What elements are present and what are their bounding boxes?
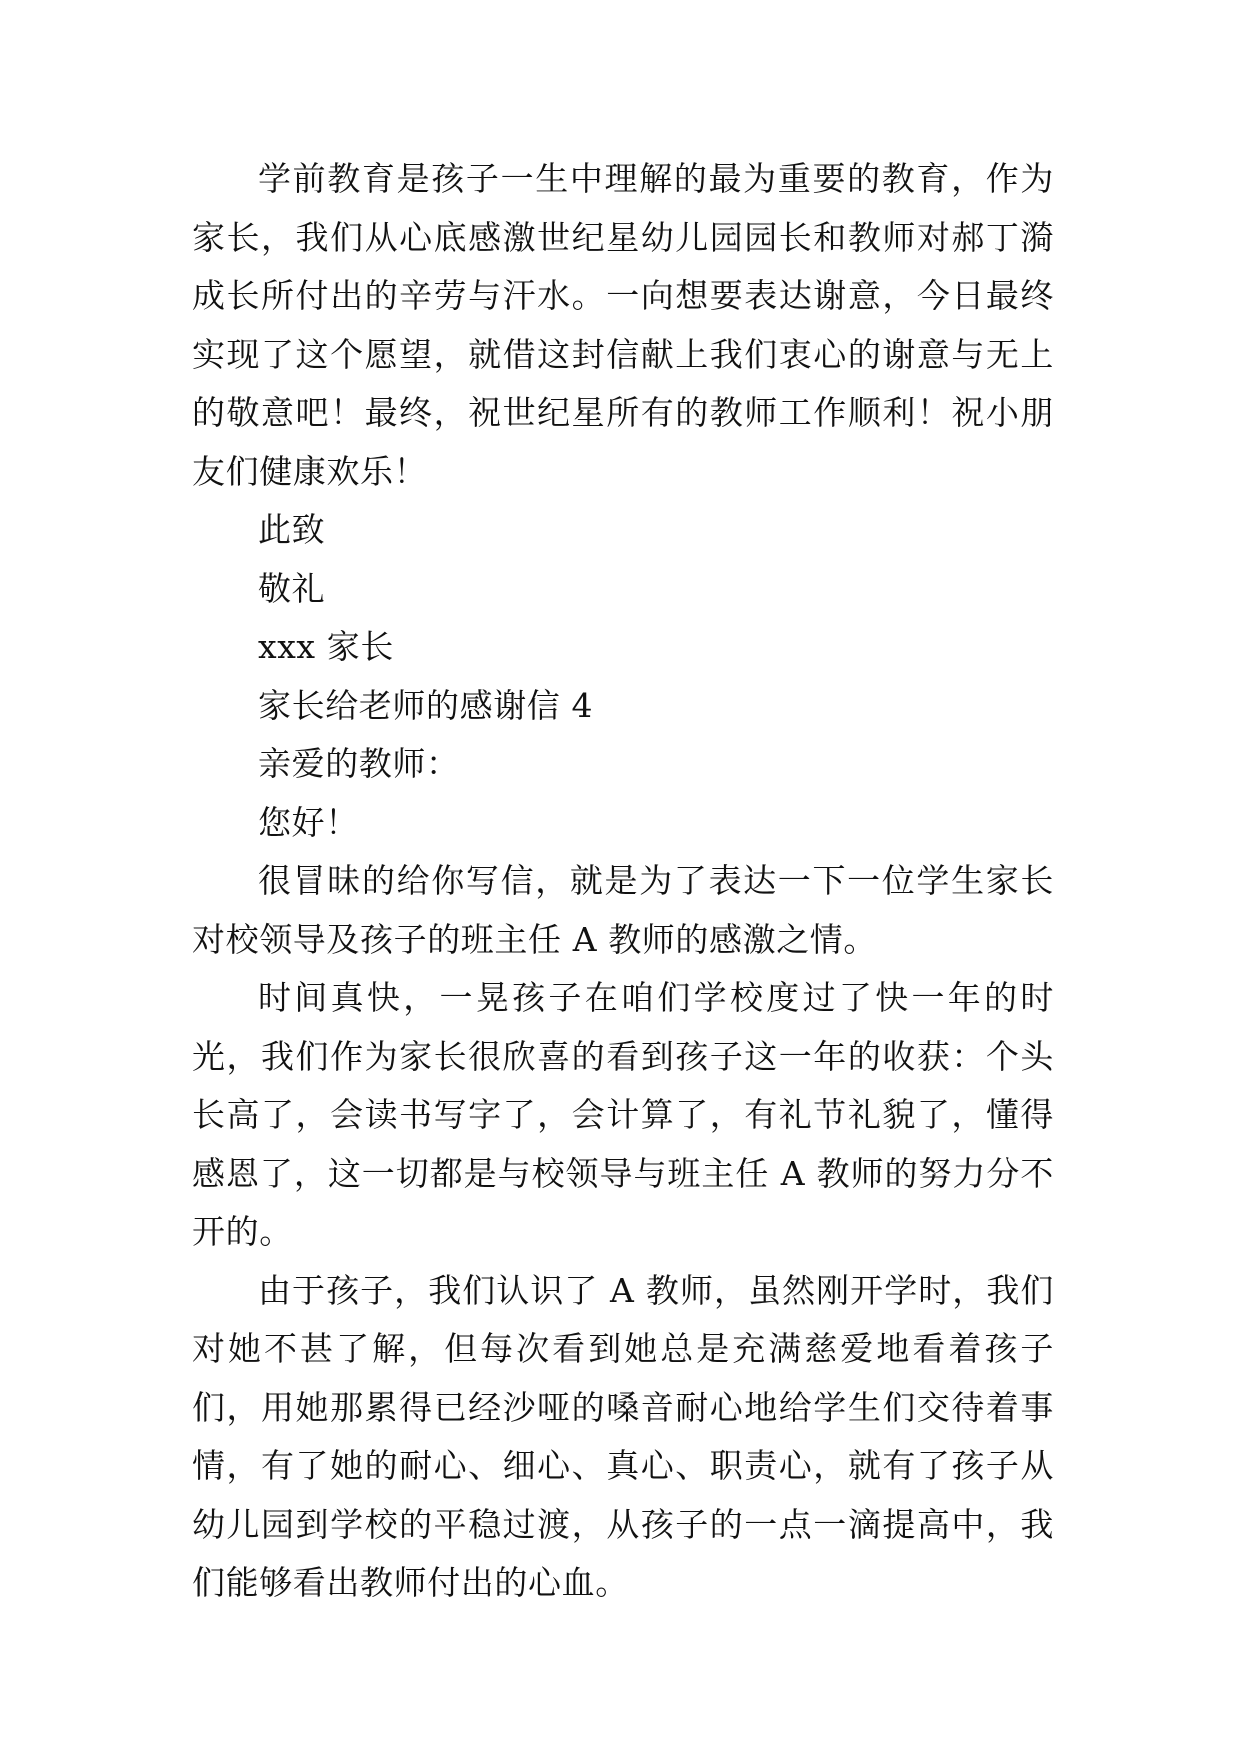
document-page xyxy=(192,150,1054,1613)
closing-jingli: 敬礼 xyxy=(258,568,326,608)
closing-cizhi: 此致 xyxy=(258,510,326,549)
paragraph-time-flies: 时间真快，一晃孩子在咱们学校度过了快一年的时光，我们作为家长很欣喜的看到孩子这一年的收获：个头长高了，会读书写字了，会计算了，有礼节礼貌了，懂得感恩了，这一切都是与校领导与班主任 A 教师的努力分不开的。 xyxy=(192,978,1054,1251)
paragraph-intro: 很冒昧的给你写信，就是为了表达一下一位学生家长对校领导及孩子的班主任 A 教师的感激之情。 xyxy=(192,861,1054,959)
letter-title: 家长给老师的感谢信 4 xyxy=(258,685,594,725)
paragraph-teacher-a: 由于孩子，我们认识了 A 教师，虽然刚开学时，我们对她不甚了解，但每次看到她总是充满慈爱地看着孩子们，用她那累得已经沙哑的嗓音耐心地给学生们交待着事情，有了她的耐心、细心、真心、职责心，就有了孩子从幼儿园到学校的平稳过渡，从孩子的一点一滴提高中，我们能够看出教师付出的心血。 xyxy=(192,1270,1054,1602)
paragraph-thanks-kindergarten: 学前教育是孩子一生中理解的最为重要的教育，作为家长，我们从心底感激世纪星幼儿园园长和教师对郝丁漪成长所付出的辛劳与汗水。一向想要表达谢意，今日最终实现了这个愿望，就借这封信献上我们衷心的谢意与无上的敬意吧！最终，祝世纪星所有的教师工作顺利！祝小朋友们健康欢乐！ xyxy=(192,159,1054,491)
signature-parent: xxx 家长 xyxy=(258,627,394,666)
salutation: 亲爱的教师： xyxy=(258,744,460,783)
greeting: 您好！ xyxy=(258,802,359,842)
